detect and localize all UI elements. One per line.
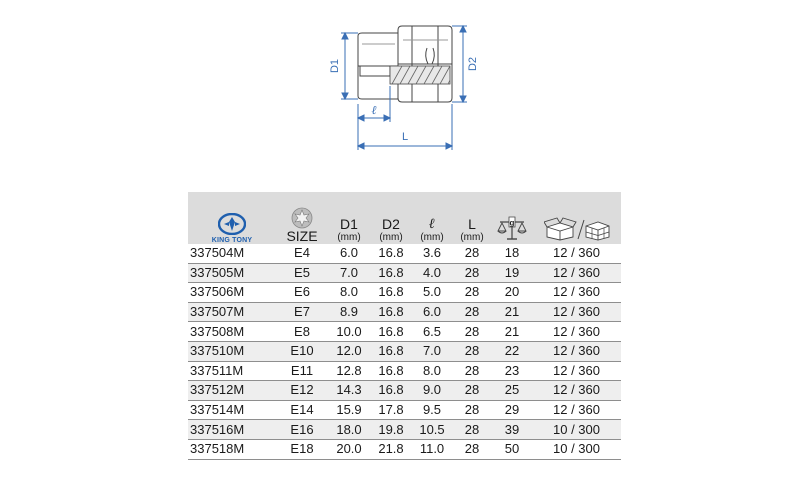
header-d2-unit: (mm) (379, 232, 403, 243)
header-row (188, 192, 621, 244)
cell-weight: 23 (492, 361, 532, 381)
cell-l-small: 6.0 (412, 302, 452, 322)
cell-model: 337504M (188, 244, 276, 263)
cell-packing: 12 / 360 (532, 361, 621, 381)
table-row (188, 341, 621, 361)
cell-l: 28 (452, 302, 492, 322)
cell-size: E18 (276, 439, 328, 459)
cell-d1: 12.8 (328, 361, 370, 381)
cell-d2: 16.8 (370, 244, 412, 263)
spec-table (188, 192, 621, 460)
cell-model: 337506M (188, 283, 276, 303)
cell-weight: 50 (492, 439, 532, 459)
cell-l: 28 (452, 381, 492, 401)
cell-d2: 16.8 (370, 341, 412, 361)
cell-model: 337518M (188, 439, 276, 459)
cell-d2: 16.8 (370, 322, 412, 342)
header-l-unit: (mm) (460, 232, 484, 243)
cell-l-small: 7.0 (412, 341, 452, 361)
cell-l-small: 9.0 (412, 381, 452, 401)
l-small-dimension-label: ℓ (371, 103, 377, 117)
cell-l-small: 6.5 (412, 322, 452, 342)
socket-dimension-drawing (0, 0, 800, 190)
cell-size: E16 (276, 420, 328, 440)
table-row (188, 439, 621, 459)
cell-packing: 10 / 300 (532, 439, 621, 459)
cell-packing: 12 / 360 (532, 263, 621, 283)
cell-size: E5 (276, 263, 328, 283)
header-l-label: L (468, 216, 476, 232)
cell-size: E12 (276, 381, 328, 401)
cell-size: E14 (276, 400, 328, 420)
header-l-small (412, 192, 452, 244)
cell-packing: 12 / 360 (532, 341, 621, 361)
cell-d1: 14.3 (328, 381, 370, 401)
l-dimension-label: L (401, 131, 409, 143)
cell-d2: 16.8 (370, 302, 412, 322)
table-row (188, 361, 621, 381)
cell-packing: 10 / 300 (532, 420, 621, 440)
cell-size: E7 (276, 302, 328, 322)
cell-l-small: 10.5 (412, 420, 452, 440)
cell-d1: 6.0 (328, 244, 370, 263)
cell-weight: 25 (492, 381, 532, 401)
cell-l: 28 (452, 400, 492, 420)
header-d2-label: D2 (382, 216, 400, 232)
cell-model: 337516M (188, 420, 276, 440)
header-d1-unit: (mm) (337, 232, 361, 243)
socket-outline (358, 26, 452, 102)
cell-l-small: 9.5 (412, 400, 452, 420)
scale-weight-icon (497, 215, 527, 241)
cell-model: 337505M (188, 263, 276, 283)
d1-dimension-label: D1 (329, 58, 341, 74)
cell-packing: 12 / 360 (532, 400, 621, 420)
header-d1 (328, 192, 370, 244)
cell-weight: 29 (492, 400, 532, 420)
cell-d2: 21.8 (370, 439, 412, 459)
cell-d2: 16.8 (370, 283, 412, 303)
cell-packing: 12 / 360 (532, 322, 621, 342)
cell-model: 337511M (188, 361, 276, 381)
table-row (188, 283, 621, 303)
table-row (188, 420, 621, 440)
cell-model: 337514M (188, 400, 276, 420)
header-d1-label: D1 (340, 216, 358, 232)
packing-box-icon (544, 217, 610, 241)
cell-model: 337507M (188, 302, 276, 322)
header-l (452, 192, 492, 244)
cell-weight: 18 (492, 244, 532, 263)
cell-size: E6 (276, 283, 328, 303)
cell-d2: 19.8 (370, 420, 412, 440)
cell-l: 28 (452, 322, 492, 342)
d2-dimension-label: D2 (467, 56, 479, 72)
cell-weight: 20 (492, 283, 532, 303)
cell-d2: 16.8 (370, 263, 412, 283)
cell-d1: 12.0 (328, 341, 370, 361)
cell-l: 28 (452, 283, 492, 303)
cell-packing: 12 / 360 (532, 302, 621, 322)
cell-weight: 21 (492, 302, 532, 322)
table-row (188, 381, 621, 401)
cell-l-small: 8.0 (412, 361, 452, 381)
cell-d1: 8.0 (328, 283, 370, 303)
cell-l-small: 11.0 (412, 439, 452, 459)
header-weight (492, 192, 532, 244)
table-row (188, 322, 621, 342)
cell-d2: 17.8 (370, 400, 412, 420)
brand-name: KING TONY (211, 237, 253, 244)
table-row (188, 302, 621, 322)
cutaway-hatching (390, 66, 450, 84)
header-brand (188, 192, 276, 244)
cell-packing: 12 / 360 (532, 244, 621, 263)
torx-star-icon (291, 207, 313, 229)
cell-d1: 20.0 (328, 439, 370, 459)
cell-l: 28 (452, 244, 492, 263)
cell-d1: 10.0 (328, 322, 370, 342)
cell-size: E8 (276, 322, 328, 342)
cell-d2: 16.8 (370, 381, 412, 401)
header-size-label: SIZE (286, 228, 318, 244)
cell-model: 337510M (188, 341, 276, 361)
cell-d2: 16.8 (370, 361, 412, 381)
cell-size: E4 (276, 244, 328, 263)
header-size (276, 192, 328, 244)
cell-d1: 8.9 (328, 302, 370, 322)
table-row (188, 263, 621, 283)
cell-d1: 7.0 (328, 263, 370, 283)
cell-weight: 19 (492, 263, 532, 283)
table-row (188, 400, 621, 420)
cell-size: E11 (276, 361, 328, 381)
cell-l-small: 5.0 (412, 283, 452, 303)
table-header (188, 192, 621, 244)
table-body (188, 244, 621, 459)
cell-l: 28 (452, 341, 492, 361)
cell-packing: 12 / 360 (532, 381, 621, 401)
cell-weight: 39 (492, 420, 532, 440)
cell-l: 28 (452, 420, 492, 440)
cell-packing: 12 / 360 (532, 283, 621, 303)
header-l-small-label: ℓ (429, 217, 435, 232)
cell-l: 28 (452, 439, 492, 459)
cell-weight: 22 (492, 341, 532, 361)
cell-model: 337508M (188, 322, 276, 342)
cell-model: 337512M (188, 381, 276, 401)
table-row (188, 244, 621, 263)
header-d2 (370, 192, 412, 244)
king-tony-logo-icon (218, 213, 246, 235)
cell-l-small: 3.6 (412, 244, 452, 263)
cell-weight: 21 (492, 322, 532, 342)
cell-l: 28 (452, 361, 492, 381)
cell-l-small: 4.0 (412, 263, 452, 283)
svg-text:g: g (509, 218, 515, 228)
cell-l: 28 (452, 263, 492, 283)
cell-d1: 15.9 (328, 400, 370, 420)
cell-d1: 18.0 (328, 420, 370, 440)
header-packing (532, 192, 621, 244)
header-l-small-unit: (mm) (420, 232, 444, 243)
cell-size: E10 (276, 341, 328, 361)
